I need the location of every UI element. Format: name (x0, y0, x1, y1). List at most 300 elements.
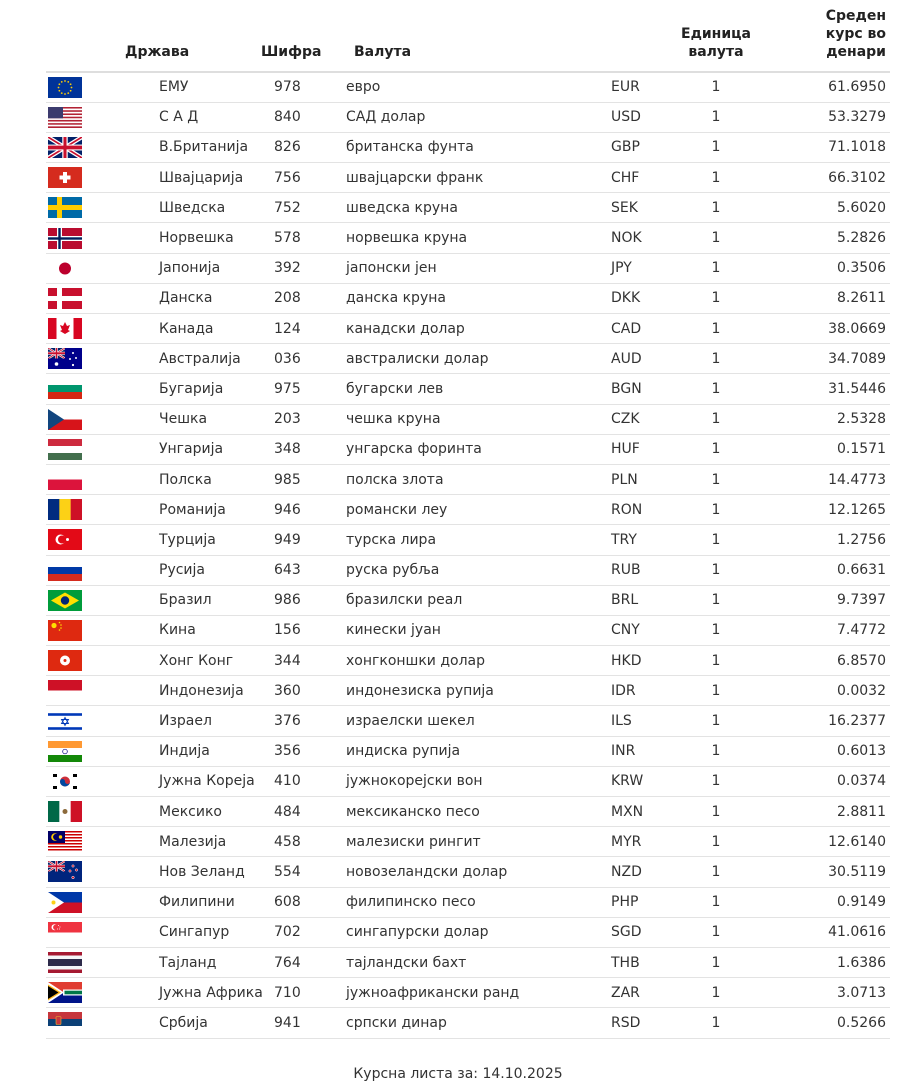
currency-name: швајцарски франк (336, 163, 611, 193)
currency-unit: 1 (666, 525, 766, 555)
se-flag-icon (48, 197, 86, 218)
br-flag-icon (48, 590, 86, 611)
ru-flag-icon (48, 560, 86, 581)
flag-cell (46, 434, 86, 464)
table-row (46, 676, 890, 706)
mean-rate-mkd: 8.2611 (766, 283, 890, 313)
table-row (46, 615, 890, 645)
pl-flag-icon (48, 469, 86, 490)
mean-rate-mkd: 5.2826 (766, 223, 890, 253)
cz-flag-icon (48, 409, 86, 430)
currency-iso-code: HKD (611, 646, 666, 676)
flag-cell (46, 132, 86, 162)
header-unit (666, 0, 766, 72)
currency-code-number: 702 (236, 917, 336, 947)
currency-name: тајландски бахт (336, 947, 611, 977)
currency-code-number: 554 (236, 857, 336, 887)
currency-name: мексиканско песо (336, 797, 611, 827)
flag-cell (46, 766, 86, 796)
currency-iso-code: USD (611, 102, 666, 132)
mean-rate-mkd: 3.0713 (766, 978, 890, 1008)
currency-unit: 1 (666, 736, 766, 766)
currency-iso-code: MXN (611, 797, 666, 827)
flag-cell (46, 102, 86, 132)
currency-unit: 1 (666, 434, 766, 464)
currency-name: норвешка круна (336, 223, 611, 253)
tr-flag-icon (48, 529, 86, 550)
flag-cell (46, 676, 86, 706)
currency-unit: 1 (666, 947, 766, 977)
flag-cell (46, 736, 86, 766)
currency-unit: 1 (666, 253, 766, 283)
table-row (46, 827, 890, 857)
currency-unit: 1 (666, 283, 766, 313)
currency-iso-code: JPY (611, 253, 666, 283)
table-row (46, 857, 890, 887)
ca-flag-icon (48, 318, 86, 339)
table-row (46, 585, 890, 615)
table-row (46, 163, 890, 193)
flag-cell (46, 525, 86, 555)
country-name: Унгарија (86, 434, 236, 464)
country-name: Швајцарија (86, 163, 236, 193)
flag-cell (46, 1008, 86, 1038)
flag-cell (46, 887, 86, 917)
currency-code-number: 356 (236, 736, 336, 766)
currency-unit: 1 (666, 827, 766, 857)
mean-rate-mkd: 16.2377 (766, 706, 890, 736)
table-row (46, 223, 890, 253)
currency-name: руска рубља (336, 555, 611, 585)
currency-unit: 1 (666, 887, 766, 917)
mean-rate-mkd: 2.5328 (766, 404, 890, 434)
nz-flag-icon (48, 861, 86, 882)
currency-iso-code: EUR (611, 72, 666, 102)
dk-flag-icon (48, 288, 86, 309)
table-row (46, 887, 890, 917)
ph-flag-icon (48, 892, 86, 913)
currency-unit: 1 (666, 344, 766, 374)
mean-rate-mkd: 9.7397 (766, 585, 890, 615)
currency-iso-code: INR (611, 736, 666, 766)
eu-flag-icon (48, 77, 86, 98)
currency-code-number: 458 (236, 827, 336, 857)
currency-name: полска злота (336, 464, 611, 494)
country-name: Канада (86, 314, 236, 344)
currency-iso-code: CHF (611, 163, 666, 193)
currency-code-number: 203 (236, 404, 336, 434)
au-flag-icon (48, 348, 86, 369)
header-rate (766, 0, 890, 72)
table-body (46, 72, 890, 1038)
rate-list-date: Курсна листа за: 14.10.2025 (353, 1066, 563, 1082)
header-currency: Валута (336, 0, 666, 72)
mean-rate-mkd: 1.2756 (766, 525, 890, 555)
country-name: Индонезија (86, 676, 236, 706)
mean-rate-mkd: 0.1571 (766, 434, 890, 464)
country-name: В.Британија (86, 132, 236, 162)
currency-name: кинески јуан (336, 615, 611, 645)
country-name: Мексико (86, 797, 236, 827)
currency-iso-code: PHP (611, 887, 666, 917)
mean-rate-mkd: 0.0032 (766, 676, 890, 706)
currency-unit: 1 (666, 132, 766, 162)
currency-iso-code: KRW (611, 766, 666, 796)
table-row (46, 797, 890, 827)
currency-unit: 1 (666, 72, 766, 102)
ro-flag-icon (48, 499, 86, 520)
exchange-rate-table-container (46, 0, 890, 1039)
header-rate-line3: денари (826, 44, 886, 60)
currency-code-number: 348 (236, 434, 336, 464)
country-name: Полска (86, 464, 236, 494)
rs-flag-icon (48, 1012, 86, 1033)
currency-iso-code: NZD (611, 857, 666, 887)
gb-flag-icon (48, 137, 86, 158)
country-name: Израел (86, 706, 236, 736)
mean-rate-mkd: 6.8570 (766, 646, 890, 676)
mean-rate-mkd: 12.6140 (766, 827, 890, 857)
country-name: Филипини (86, 887, 236, 917)
flag-cell (46, 344, 86, 374)
currency-code-number: 608 (236, 887, 336, 917)
country-name: Јужна Африка (86, 978, 236, 1008)
country-name: Шведска (86, 193, 236, 223)
currency-iso-code: CZK (611, 404, 666, 434)
flag-cell (46, 978, 86, 1008)
currency-iso-code: TRY (611, 525, 666, 555)
currency-code-number: 484 (236, 797, 336, 827)
currency-name: австралиски долар (336, 344, 611, 374)
currency-unit: 1 (666, 766, 766, 796)
flag-cell (46, 646, 86, 676)
table-row (46, 495, 890, 525)
currency-iso-code: MYR (611, 827, 666, 857)
country-name: Србија (86, 1008, 236, 1038)
currency-unit: 1 (666, 495, 766, 525)
mean-rate-mkd: 53.3279 (766, 102, 890, 132)
currency-code-number: 840 (236, 102, 336, 132)
header-country: Држава (46, 0, 236, 72)
mean-rate-mkd: 30.5119 (766, 857, 890, 887)
currency-name: бразилски реал (336, 585, 611, 615)
exchange-rate-table (46, 0, 890, 1039)
th-flag-icon (48, 952, 86, 973)
mean-rate-mkd: 5.6020 (766, 193, 890, 223)
country-name: Данска (86, 283, 236, 313)
table-row (46, 917, 890, 947)
cn-flag-icon (48, 620, 86, 641)
currency-code-number: 756 (236, 163, 336, 193)
country-name: Нов Зеланд (86, 857, 236, 887)
table-row (46, 374, 890, 404)
currency-code-number: 124 (236, 314, 336, 344)
mean-rate-mkd: 0.6631 (766, 555, 890, 585)
flag-cell (46, 827, 86, 857)
currency-iso-code: CNY (611, 615, 666, 645)
flag-cell (46, 857, 86, 887)
currency-name: канадски долар (336, 314, 611, 344)
currency-code-number: 376 (236, 706, 336, 736)
currency-name: турска лира (336, 525, 611, 555)
currency-iso-code: RUB (611, 555, 666, 585)
hu-flag-icon (48, 439, 86, 460)
currency-code-number: 826 (236, 132, 336, 162)
flag-cell (46, 797, 86, 827)
currency-name: чешка круна (336, 404, 611, 434)
ch-flag-icon (48, 167, 86, 188)
table-row (46, 766, 890, 796)
table-row (46, 193, 890, 223)
currency-name: сингапурски долар (336, 917, 611, 947)
flag-cell (46, 253, 86, 283)
currency-name: британска фунта (336, 132, 611, 162)
currency-name: индонезиска рупија (336, 676, 611, 706)
table-row (46, 404, 890, 434)
id-flag-icon (48, 680, 86, 701)
country-name: Тајланд (86, 947, 236, 977)
currency-name: бугарски лев (336, 374, 611, 404)
mean-rate-mkd: 66.3102 (766, 163, 890, 193)
currency-code-number: 978 (236, 72, 336, 102)
mean-rate-mkd: 38.0669 (766, 314, 890, 344)
currency-code-number: 946 (236, 495, 336, 525)
currency-unit: 1 (666, 917, 766, 947)
currency-code-number: 764 (236, 947, 336, 977)
currency-name: јужноафрикански ранд (336, 978, 611, 1008)
flag-cell (46, 464, 86, 494)
country-name: Малезија (86, 827, 236, 857)
currency-unit: 1 (666, 978, 766, 1008)
currency-iso-code: BRL (611, 585, 666, 615)
table-header (46, 0, 890, 72)
country-name: Норвешка (86, 223, 236, 253)
currency-unit: 1 (666, 857, 766, 887)
flag-cell (46, 585, 86, 615)
currency-name: романски леу (336, 495, 611, 525)
currency-unit: 1 (666, 797, 766, 827)
table-row (46, 434, 890, 464)
table-row (46, 736, 890, 766)
currency-iso-code: CAD (611, 314, 666, 344)
currency-unit: 1 (666, 314, 766, 344)
mean-rate-mkd: 61.6950 (766, 72, 890, 102)
mean-rate-mkd: 0.5266 (766, 1008, 890, 1038)
mean-rate-mkd: 71.1018 (766, 132, 890, 162)
table-row (46, 464, 890, 494)
flag-cell (46, 917, 86, 947)
currency-iso-code: ILS (611, 706, 666, 736)
country-name: Турција (86, 525, 236, 555)
currency-name: филипинско песо (336, 887, 611, 917)
currency-code-number: 392 (236, 253, 336, 283)
il-flag-icon (48, 711, 86, 732)
mean-rate-mkd: 12.1265 (766, 495, 890, 525)
us-flag-icon (48, 107, 86, 128)
sg-flag-icon (48, 922, 86, 943)
currency-iso-code: DKK (611, 283, 666, 313)
mean-rate-mkd: 1.6386 (766, 947, 890, 977)
za-flag-icon (48, 982, 86, 1003)
currency-name: малезиски рингит (336, 827, 611, 857)
currency-name: САД долар (336, 102, 611, 132)
table-row (46, 706, 890, 736)
currency-code-number: 975 (236, 374, 336, 404)
my-flag-icon (48, 831, 86, 852)
currency-code-number: 344 (236, 646, 336, 676)
table-row (46, 314, 890, 344)
bg-flag-icon (48, 378, 86, 399)
mean-rate-mkd: 0.3506 (766, 253, 890, 283)
currency-unit: 1 (666, 585, 766, 615)
header-unit-line2: валута (688, 44, 744, 60)
currency-code-number: 985 (236, 464, 336, 494)
mean-rate-mkd: 41.0616 (766, 917, 890, 947)
currency-unit: 1 (666, 193, 766, 223)
flag-cell (46, 706, 86, 736)
flag-cell (46, 374, 86, 404)
mean-rate-mkd: 0.9149 (766, 887, 890, 917)
flag-cell (46, 163, 86, 193)
jp-flag-icon (48, 258, 86, 279)
currency-unit: 1 (666, 706, 766, 736)
country-name: С А Д (86, 102, 236, 132)
currency-code-number: 643 (236, 555, 336, 585)
currency-unit: 1 (666, 102, 766, 132)
currency-code-number: 360 (236, 676, 336, 706)
currency-iso-code: ZAR (611, 978, 666, 1008)
currency-iso-code: HUF (611, 434, 666, 464)
mean-rate-mkd: 31.5446 (766, 374, 890, 404)
flag-cell (46, 404, 86, 434)
currency-unit: 1 (666, 464, 766, 494)
currency-unit: 1 (666, 1008, 766, 1038)
currency-iso-code: NOK (611, 223, 666, 253)
country-name: Романија (86, 495, 236, 525)
table-row (46, 72, 890, 102)
currency-unit: 1 (666, 374, 766, 404)
table-row (46, 344, 890, 374)
mean-rate-mkd: 2.8811 (766, 797, 890, 827)
currency-name: јужнокорејски вон (336, 766, 611, 796)
table-row (46, 947, 890, 977)
flag-cell (46, 555, 86, 585)
country-name: Чешка (86, 404, 236, 434)
country-name: Австралија (86, 344, 236, 374)
header-rate-line1: Среден (825, 8, 886, 24)
country-name: Хонг Конг (86, 646, 236, 676)
flag-cell (46, 615, 86, 645)
currency-name: индиска рупија (336, 736, 611, 766)
flag-cell (46, 314, 86, 344)
country-name: Индија (86, 736, 236, 766)
currency-code-number: 752 (236, 193, 336, 223)
country-name: ЕМУ (86, 72, 236, 102)
flag-cell (46, 223, 86, 253)
mean-rate-mkd: 0.0374 (766, 766, 890, 796)
currency-iso-code: SGD (611, 917, 666, 947)
table-row (46, 1008, 890, 1038)
table-row (46, 132, 890, 162)
mean-rate-mkd: 34.7089 (766, 344, 890, 374)
table-row (46, 978, 890, 1008)
currency-code-number: 036 (236, 344, 336, 374)
currency-unit: 1 (666, 646, 766, 676)
currency-name: израелски шекел (336, 706, 611, 736)
country-name: Јужна Кореја (86, 766, 236, 796)
kr-flag-icon (48, 771, 86, 792)
hk-flag-icon (48, 650, 86, 671)
country-name: Бразил (86, 585, 236, 615)
currency-code-number: 208 (236, 283, 336, 313)
currency-iso-code: SEK (611, 193, 666, 223)
currency-name: хонгконшки долар (336, 646, 611, 676)
currency-iso-code: BGN (611, 374, 666, 404)
flag-cell (46, 72, 86, 102)
table-row (46, 525, 890, 555)
country-name: Русија (86, 555, 236, 585)
country-name: Кина (86, 615, 236, 645)
currency-iso-code: RSD (611, 1008, 666, 1038)
table-row (46, 646, 890, 676)
mean-rate-mkd: 14.4773 (766, 464, 890, 494)
flag-cell (46, 947, 86, 977)
currency-code-number: 949 (236, 525, 336, 555)
currency-code-number: 156 (236, 615, 336, 645)
currency-unit: 1 (666, 223, 766, 253)
currency-code-number: 578 (236, 223, 336, 253)
currency-unit: 1 (666, 615, 766, 645)
currency-iso-code: GBP (611, 132, 666, 162)
currency-unit: 1 (666, 676, 766, 706)
currency-iso-code: AUD (611, 344, 666, 374)
table-row (46, 253, 890, 283)
header-code: Шифра (236, 0, 336, 72)
currency-name: данска круна (336, 283, 611, 313)
currency-code-number: 710 (236, 978, 336, 1008)
flag-cell (46, 193, 86, 223)
country-name: Сингапур (86, 917, 236, 947)
currency-iso-code: THB (611, 947, 666, 977)
currency-name: новозеландски долар (336, 857, 611, 887)
currency-name: јапонски јен (336, 253, 611, 283)
mean-rate-mkd: 0.6013 (766, 736, 890, 766)
table-row (46, 555, 890, 585)
header-rate-line2: курс во (825, 26, 886, 42)
currency-name: шведска круна (336, 193, 611, 223)
in-flag-icon (48, 741, 86, 762)
currency-iso-code: IDR (611, 676, 666, 706)
mx-flag-icon (48, 801, 86, 822)
mean-rate-mkd: 7.4772 (766, 615, 890, 645)
country-name: Бугарија (86, 374, 236, 404)
flag-cell (46, 283, 86, 313)
currency-iso-code: PLN (611, 464, 666, 494)
currency-name: српски динар (336, 1008, 611, 1038)
currency-name: евро (336, 72, 611, 102)
header-unit-line1: Единица (681, 26, 751, 42)
no-flag-icon (48, 228, 86, 249)
currency-code-number: 986 (236, 585, 336, 615)
currency-unit: 1 (666, 163, 766, 193)
country-name: Јапонија (86, 253, 236, 283)
currency-iso-code: RON (611, 495, 666, 525)
currency-name: унгарска форинта (336, 434, 611, 464)
table-row (46, 102, 890, 132)
currency-code-number: 410 (236, 766, 336, 796)
currency-unit: 1 (666, 555, 766, 585)
flag-cell (46, 495, 86, 525)
